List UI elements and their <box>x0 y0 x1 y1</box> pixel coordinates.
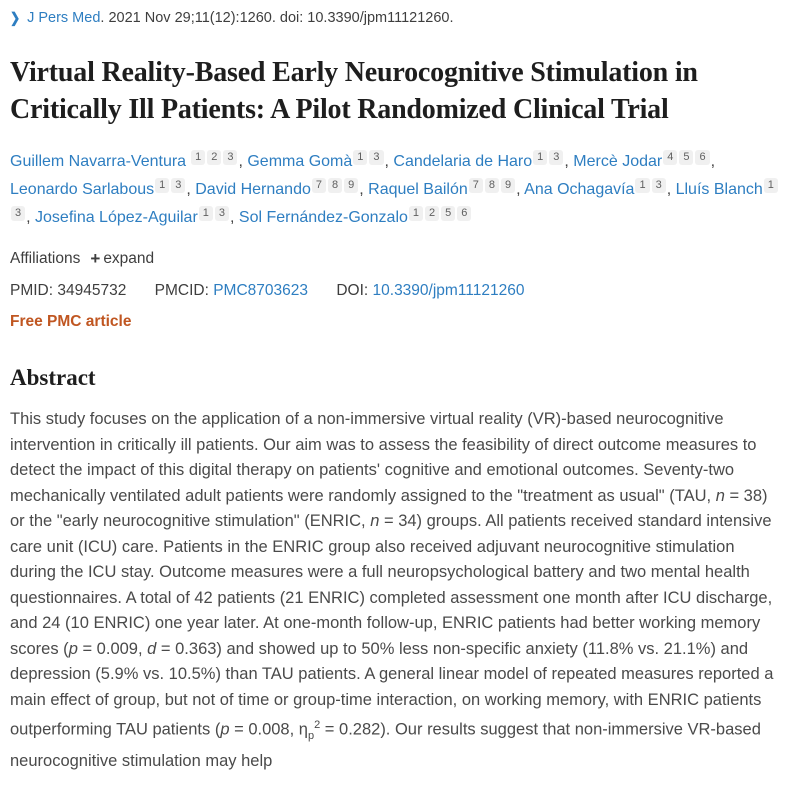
pmcid-item <box>155 282 308 299</box>
abstract-run: p <box>307 729 315 742</box>
affiliation-number: 3 <box>549 150 563 165</box>
author-link[interactable]: Guillem Navarra-Ventura <box>10 153 187 170</box>
free-pmc-article-badge: Free PMC article <box>10 313 132 330</box>
abstract-run: p <box>220 720 230 739</box>
article-title: Virtual Reality-Based Early Neurocognitive Stimulation in Critically Ill Patients: A Pilot Randomized Clinical Trial <box>10 57 698 125</box>
abstract-run: p <box>68 639 78 658</box>
author-link[interactable]: Gemma Gomà <box>247 153 353 170</box>
abstract-run: n <box>370 512 380 530</box>
affiliation-number: 2 <box>425 206 439 221</box>
doi-label: DOI: <box>336 282 369 299</box>
affiliation-number: 3 <box>652 178 666 193</box>
author-link[interactable]: Raquel Bailón <box>368 181 468 198</box>
author-link[interactable]: Ana Ochagavía <box>524 181 635 198</box>
expand-affiliations-button[interactable] <box>90 248 154 268</box>
affiliation-number: 5 <box>679 150 693 165</box>
author-link[interactable]: Candelaria de Haro <box>393 153 533 170</box>
abstract-run: This study focuses on the application of a non-immersive virtual reality (VR)-based neurocognitive intervention in critically ill patients. Our aim was to assess the feasibility of direct outcome measures to detect the impact of this digital therapy on patients' cognitive and emotional outcomes. Seventy-two mechanically ventilated adult patients were randomly assigned to the "treatment as usual" (TAU, <box>10 410 757 505</box>
affiliation-number: 1 <box>191 150 205 165</box>
plus-icon: + <box>90 249 101 268</box>
affiliation-number: 8 <box>328 178 342 193</box>
pmid-label: PMID: <box>10 282 54 299</box>
expand-label: expand <box>103 250 155 267</box>
affiliations-row <box>10 248 782 269</box>
affiliation-number: 1 <box>409 206 423 221</box>
identifiers-row <box>10 281 782 301</box>
affiliation-number: 1 <box>533 150 547 165</box>
affiliation-number: 5 <box>441 206 455 221</box>
affiliation-number: 1 <box>155 178 169 193</box>
author-link[interactable]: Josefina López-Aguilar <box>35 209 198 226</box>
doi-link[interactable]: 10.3390/jpm11121260 <box>372 282 525 299</box>
affiliation-number: 1 <box>199 206 213 221</box>
abstract-run: n <box>715 486 725 505</box>
affiliation-number: 2 <box>207 150 221 165</box>
author-link[interactable]: Lluís Blanch <box>675 181 763 198</box>
author-link[interactable]: Leonardo Sarlabous <box>10 181 155 198</box>
abstract-heading: Abstract <box>10 365 96 390</box>
pmcid-label: PMCID: <box>154 282 209 299</box>
affiliation-number: 1 <box>635 178 649 193</box>
abstract-run: = 0.009, <box>77 639 148 658</box>
affiliation-number: 3 <box>11 206 25 221</box>
author-link[interactable]: Sol Fernández-Gonzalo <box>238 209 408 226</box>
abstract-run: = 0.363) and showed up to 50% less non-specific anxiety (11.8% vs. 21.1%) and depression (5.9% vs. 10.5%) than TAU patients. A general linear model of repeated measures reported a main effect of group, but not of time or group-time interaction, on working memory, with ENRIC patients outperforming TAU patients ( <box>10 639 774 739</box>
citation-row <box>10 8 782 28</box>
affiliation-number: 3 <box>369 150 383 165</box>
chevron-expand-icon[interactable]: ❯ <box>10 9 21 27</box>
author-list: Guillem Navarra-Ventura $^1$ $^2$ $^3$ , Gemma Gomà $^1$ $^3$ , Candelaria de Haro $^1$ $^3$ , Mercè Jodar $^4$ $^5$ $^6$ , Leonardo Sarlabous $^1$ $^3$ , David Hernando $^7$ $^8$ $^9$ , Raquel Bailón $^7$ $^8$ $^9$ , Ana Ochagavía $^1$ $^3$ , Lluís Blanch $^{13}$ , Josefina López-Aguilar $^1$ $^3$ , Sol Fernández-Gonzalo $^1$ $^2$ $^5$ $^6$ <box>10 148 782 232</box>
affiliation-number: 3 <box>215 206 229 221</box>
affiliation-number: 7 <box>312 178 326 193</box>
abstract-run: d <box>147 639 157 658</box>
abstract-run: 2 <box>314 719 321 731</box>
pmid-value: 34945732 <box>57 282 127 299</box>
affiliation-number: 1 <box>764 178 778 193</box>
affiliation-number: 8 <box>485 178 499 193</box>
affiliation-number: 3 <box>171 178 185 193</box>
affiliation-number: 9 <box>344 178 358 193</box>
journal-link[interactable]: J Pers Med <box>27 10 101 26</box>
affiliation-number: 9 <box>501 178 515 193</box>
abstract-run: = 38) or the "early neurocognitive stimulation" (ENRIC, <box>10 486 768 530</box>
affiliation-number: 6 <box>695 150 709 165</box>
abstract-run: = 0.282). Our results suggest that non-immersive VR-based neurocognitive stimulation may help <box>10 720 761 771</box>
affiliation-number: 4 <box>663 150 677 165</box>
affiliation-number: 3 <box>223 150 237 165</box>
doi-item <box>336 282 524 299</box>
abstract-run: = 0.008, η <box>229 720 308 739</box>
pmcid-link[interactable]: PMC8703623 <box>213 282 309 299</box>
affiliation-number: 1 <box>353 150 367 165</box>
affiliation-number: 7 <box>469 178 483 193</box>
abstract-run: = 34) groups. All patients received standard intensive care unit (ICU) care. Patients in the ENRIC group also received adjuvant neurocognitive stimulation during the ICU stay. Outcome measures were a full neuropsychological battery and two mental health questionnaires. A total of 42 patients (21 ENRIC) completed assessment one month after ICU discharge, and 24 (10 ENRIC) one year later. At one-month follow-up, ENRIC patients had better working memory scores ( <box>10 512 773 658</box>
affiliations-label: Affiliations <box>10 250 81 267</box>
citation-details: . 2021 Nov 29;11(12):1260. doi: 10.3390/jpm11121260. <box>100 10 454 26</box>
abstract-text <box>10 407 782 775</box>
author-link[interactable]: Mercè Jodar <box>573 153 663 170</box>
pmid-item <box>10 282 126 299</box>
affiliation-number: 6 <box>457 206 471 221</box>
author-link[interactable]: David Hernando <box>195 181 311 198</box>
